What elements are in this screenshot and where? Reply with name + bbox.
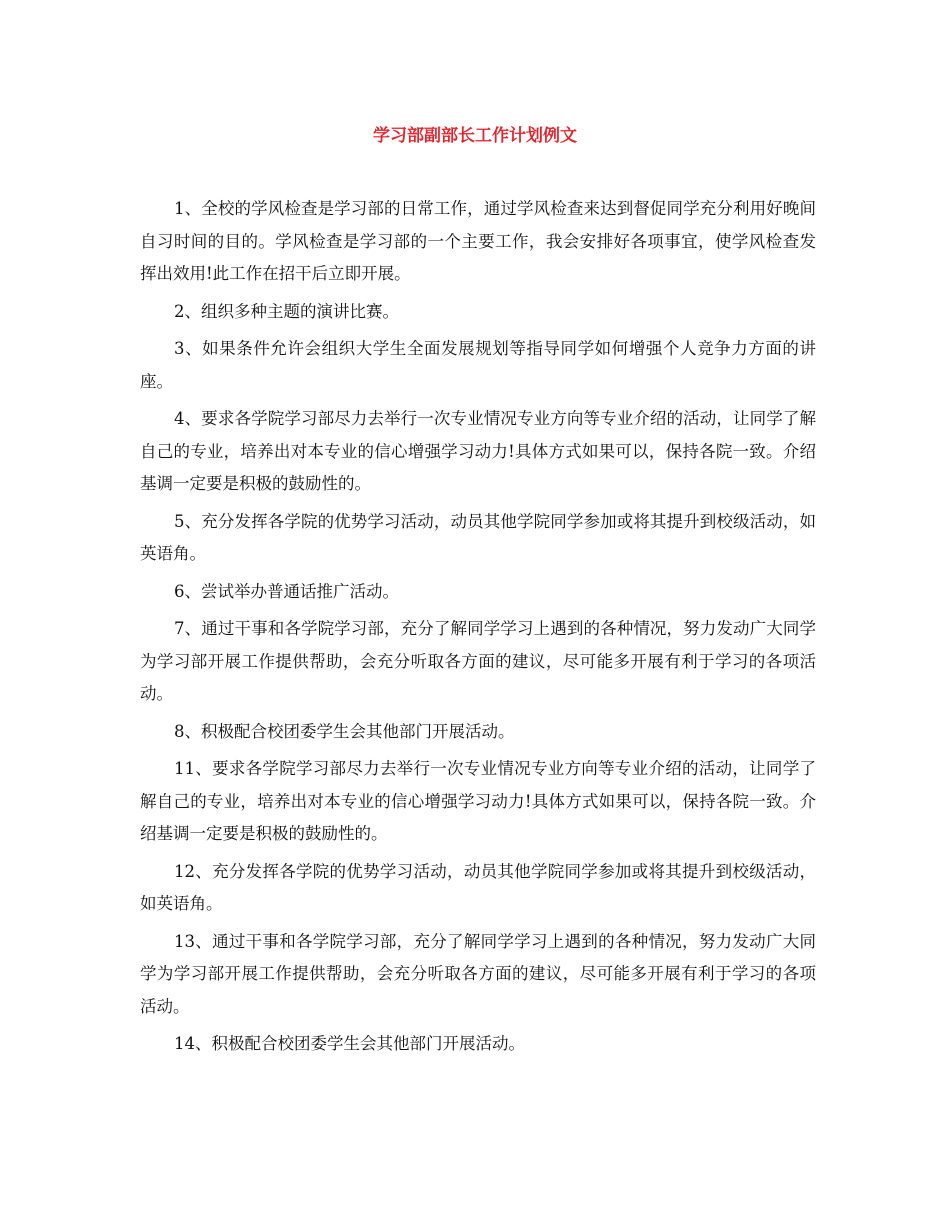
paragraph-7: 7、通过干事和各学院学习部，充分了解同学学习上遇到的各种情况，努力发动广大同学为学习部开展工作提供帮助，会充分听取各方面的建议，尽可能多开展有利于学习的各项活动。 [140,619,816,703]
paragraph-3: 3、如果条件允许会组织大学生全面发展规划等指导同学如何增强个人竞争力方面的讲座。 [140,339,816,391]
paragraph-13: 13、通过干事和各学院学习部，充分了解同学学习上遇到的各种情况，努力发动广大同学为学习部开展工作提供帮助，会充分听取各方面的建议，尽可能多开展有利于学习的各项活动。 [140,931,816,1016]
paragraph-11: 11、要求各学院学习部尽力去举行一次专业情况专业方向等专业介绍的活动，让同学了解自己的专业，培养出对本专业的信心增强学习动力!具体方式如果可以，保持各院一致。介绍基调一定要是积极的鼓励性的。 [140,759,816,843]
paragraph-8: 8、积极配合校团委学生会其他部门开展活动。 [174,721,515,741]
document-title: 学习部副部长工作计划例文 [373,126,577,146]
paragraph-2: 2、组织多种主题的演讲比赛。 [174,301,399,321]
paragraph-5: 5、充分发挥各学院的优势学习活动，动员其他学院同学参加或将其提升到校级活动，如英语角。 [140,511,816,563]
paragraph-6: 6、尝试举办普通话推广活动。 [174,581,399,601]
paragraph-12: 12、充分发挥各学院的优势学习活动，动员其他学院同学参加或将其提升到校级活动，如英语角。 [140,861,816,913]
paragraph-14: 14、积极配合校团委学生会其他部门开展活动。 [174,1034,525,1053]
paragraph-4: 4、要求各学院学习部尽力去举行一次专业情况专业方向等专业介绍的活动，让同学了解自己的专业，培养出对本专业的信心增强学习动力!具体方式如果可以，保持各院一致。介绍基调一定要是积极的鼓励性的。 [140,409,816,493]
paragraph-1: 1、全校的学风检查是学习部的日常工作，通过学风检查来达到督促同学充分利用好晚间自习时间的目的。学风检查是学习部的一个主要工作，我会安排好各项事宜，使学风检查发挥出效用!此工作在招干后立即开展。 [140,199,816,283]
document-body [140,193,816,1066]
